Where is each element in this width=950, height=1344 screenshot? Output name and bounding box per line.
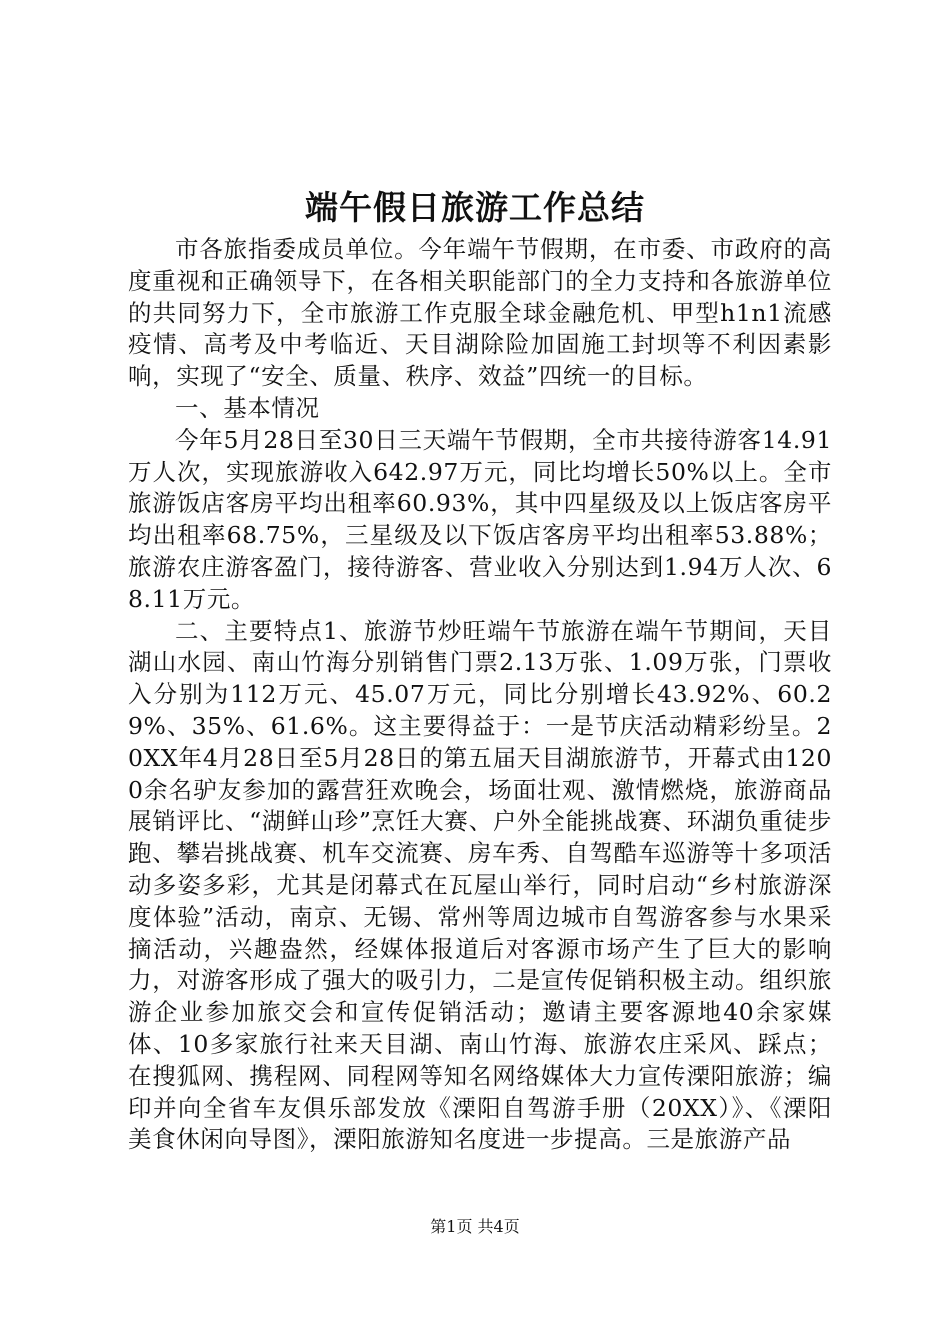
document-body — [128, 234, 832, 1156]
paragraph-main-features: 二、主要特点1、旅游节炒旺端午节旅游在端午节期间，天目湖山水园、南山竹海分别销售门票2.13万张、1.09万张，门票收入分别为112万元、45.07万元，同比分别增长43.92%、60.29%、35%、61.6%。这主要得益于：一是节庆活动精彩纷呈。20XX年4月28日至5月28日的第五届天目湖旅游节，开幕式由1200余名驴友参加的露营狂欢晚会，场面壮观、激情燃烧，旅游商品展销评比、“湖鲜山珍”烹饪大赛、户外全能挑战赛、环湖负重徒步跑、攀岩挑战赛、机车交流赛、房车秀、自驾酷车巡游等十多项活动多姿多彩，尤其是闭幕式在瓦屋山举行，同时启动“乡村旅游深度体验”活动，南京、无锡、常州等周边城市自驾游客参与水果采摘活动，兴趣盎然，经媒体报道后对客源市场产生了巨大的影响力，对游客形成了强大的吸引力，二是宣传促销积极主动。组织旅游企业参加旅交会和宣传促销活动；邀请主要客源地40余家媒体、10多家旅行社来天目湖、南山竹海、旅游农庄采风、踩点；在搜狐网、携程网、同程网等知名网络媒体大力宣传溧阳旅游；编印并向全省车友俱乐部发放《溧阳自驾游手册（20XX）》、《溧阳美食休闲向导图》，溧阳旅游知名度进一步提高。三是旅游产品 — [128, 616, 832, 1154]
page-footer: 第1页 共4页 — [430, 1217, 520, 1236]
section-heading-basic: 一、基本情况 — [175, 393, 320, 422]
paragraph-intro: 市各旅指委成员单位。今年端午节假期，在市委、市政府的高度重视和正确领导下，在各相关职能部门的全力支持和各旅游单位的共同努力下，全市旅游工作克服全球金融危机、甲型h1n1流感疫情、高考及中考临近、天目湖除险加固施工封坝等不利因素影响，实现了“安全、质量、秩序、效益”四统一的目标。 — [128, 235, 832, 391]
paragraph-basic-situation: 今年5月28日至30日三天端午节假期，全市共接待游客14.91万人次，实现旅游收入642.97万元，同比均增长50%以上。全市旅游饭店客房平均出租率60.93%，其中四星级及以上饭店客房平均出租率68.75%，三星级及以下饭店客房平均出租率53.88%；旅游农庄游客盈门，接待游客、营业收入分别达到1.94万人次、68.11万元。 — [128, 425, 832, 613]
document-title: 端午假日旅游工作总结 — [305, 188, 645, 227]
